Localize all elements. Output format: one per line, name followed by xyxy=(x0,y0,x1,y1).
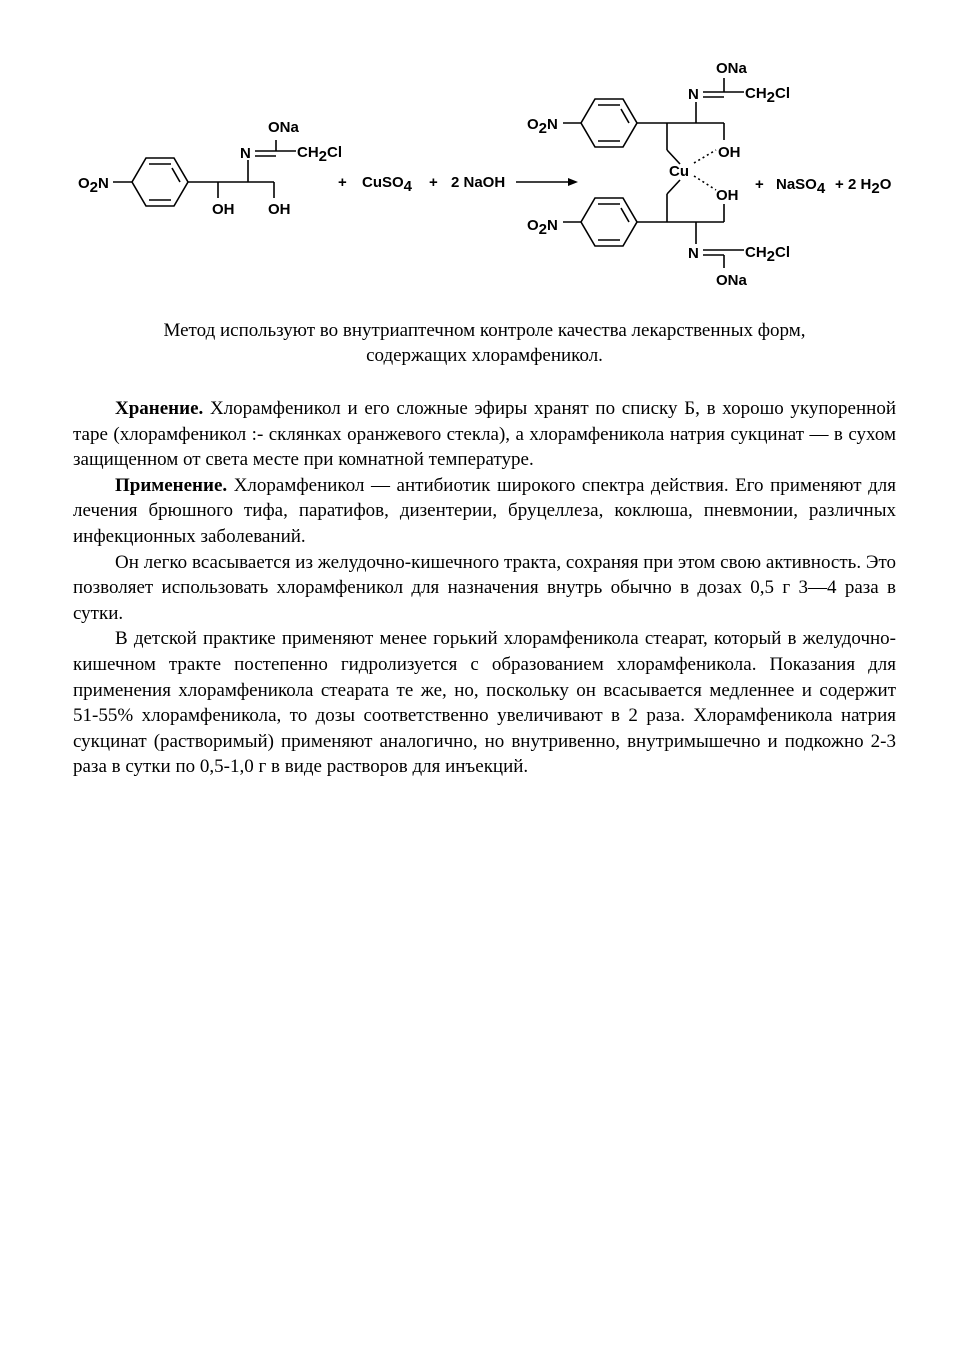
byproduct-h2o: 2 H2O xyxy=(848,176,892,197)
product-structure xyxy=(527,60,790,289)
plus-sign: + xyxy=(429,174,438,191)
product-bottom-n: N xyxy=(688,245,699,262)
paragraph-pediatric xyxy=(73,626,896,780)
paragraph-text: Он легко всасывается из желудочно-кишечного тракта, сохраняя при этом свою активность. Это позволяет использовать хлорамфеникол для назначения внутрь обычно в дозах 0,5 г 3—4 раза в сутки. xyxy=(73,551,896,624)
paragraph-lead: Применение. xyxy=(115,474,228,496)
reactant-oh-1: OH xyxy=(212,201,235,218)
caption-line-2: содержащих хлорамфеникол. xyxy=(366,345,603,366)
reaction-scheme xyxy=(0,0,955,310)
product-bottom-ona: ONa xyxy=(716,272,747,289)
reactant-o2n: O2N xyxy=(78,175,109,196)
byproducts xyxy=(755,176,892,197)
paragraph-lead: Хранение. xyxy=(115,398,204,419)
paragraph-storage xyxy=(73,396,896,473)
paragraph-application xyxy=(73,473,896,550)
caption-line-1: Метод используют во внутриаптечном контроле качества лекарственных форм, xyxy=(163,320,806,341)
product-top-oh: OH xyxy=(718,144,741,161)
reagent-naoh: 2 NaOH xyxy=(451,174,506,191)
reagent-cuso4: CuSO4 xyxy=(362,174,413,195)
paragraph-text: В детской практике применяют менее горький хлорамфеникола стеарат, который в желудочно-кишечном тракте постепенно гидролизуется с образованием хлорамфеникола. Показания для применения хлорамфеникола стеарата те же, но, поскольку он всасывается медленнее и содержит 51-55% хлорамфеникола, то дозы соответственно увеличивают в 2 раза. Хлорамфеникола натрия сукцинат (растворимый) применяют аналогично, но внутривенно, внутримышечно и подкожно 2-3 раза в сутки по 0,5-1,0 г в виде растворов для инъекций. xyxy=(73,628,896,778)
reactant-structure xyxy=(78,119,342,218)
arrow-head-icon xyxy=(568,178,578,186)
product-cu: Cu xyxy=(669,163,689,180)
product-top-ch2cl: CH2Cl xyxy=(745,85,791,106)
plus-sign: + xyxy=(338,174,347,191)
reactant-ona: ONa xyxy=(268,119,299,136)
plus-sign: + xyxy=(835,176,844,193)
product-bottom-oh: OH xyxy=(716,187,739,204)
paragraph-text: Хлорамфеникол и его сложные эфиры хранят по списку Б, в хорошо укупоренной таре (хлорамфеникол :- склянках оранжевого стекла), а хлорамфеникола натрия сукцинат — в сухом защищенном от света месте при комнатной температуре. xyxy=(73,398,896,471)
product-bottom-ch2cl: CH2Cl xyxy=(745,244,791,265)
reactant-ch2cl: CH2Cl xyxy=(297,144,343,165)
product-top-n: N xyxy=(688,86,699,103)
product-top-o2n: O2N xyxy=(527,116,558,137)
paragraph-text: Хлорамфеникол — антибиотик широкого спектра действия. Его применяют для лечения брюшного тифа, паратифов, дизентерии, бруцеллеза, коклюша, пневмонии, различных инфекционных заболеваний. xyxy=(73,474,896,547)
reagents xyxy=(338,174,578,195)
method-caption xyxy=(73,318,896,368)
plus-sign: + xyxy=(755,176,764,193)
reactant-n: N xyxy=(240,145,251,162)
reactant-oh-2: OH xyxy=(268,201,291,218)
body-text xyxy=(73,396,896,780)
product-bottom-o2n: O2N xyxy=(527,217,558,238)
byproduct-naso4: NaSO4 xyxy=(776,176,826,197)
product-top-ona: ONa xyxy=(716,60,747,77)
paragraph-absorption xyxy=(73,550,896,627)
